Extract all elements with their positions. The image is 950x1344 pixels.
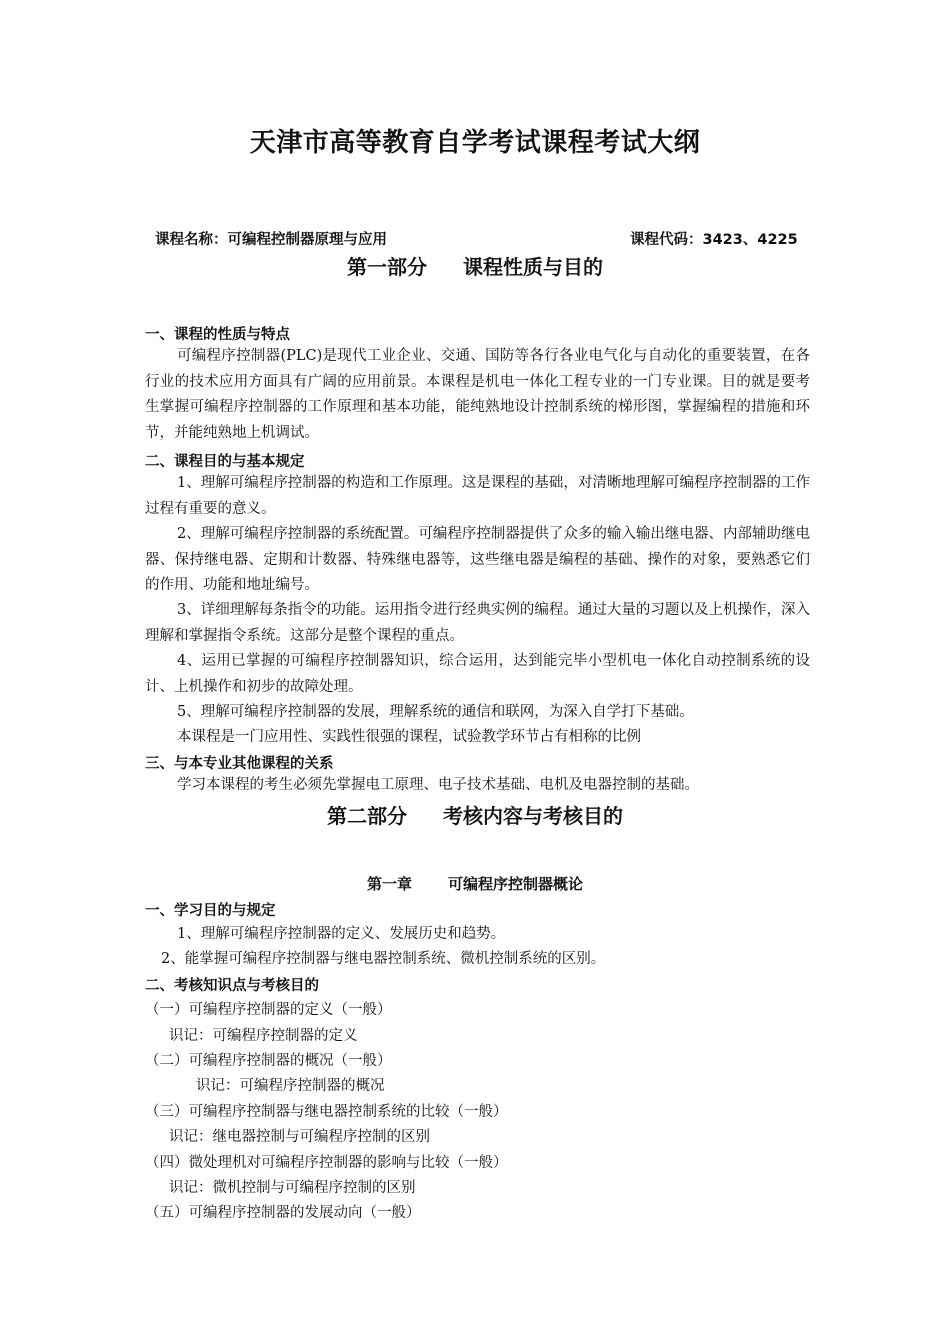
- knowledge-point-3: （三）可编程序控制器与继电器控制系统的比较（一般）: [145, 1104, 508, 1120]
- section-heading-nature: 一、课程的性质与特点: [145, 327, 290, 343]
- paragraph-goal-1: 1、理解可编程序控制器的构造和工作原理。这是课程的基础，对清晰地理解可编程序控制器的工作过程有重要的意义。: [145, 475, 810, 517]
- paragraph-relations: 学习本课程的考生必须先掌握电工原理、电子技术基础、电机及电器控制的基础。: [177, 777, 699, 793]
- objective-item-2: 2、能掌握可编程序控制器与继电器控制系统、微机控制系统的区别。: [161, 951, 606, 967]
- chapter-one-heading: [0, 873, 950, 894]
- chapter-one-label: 第一章: [366, 875, 412, 893]
- requirement-3: 识记：继电器控制与可编程序控制的区别: [169, 1129, 430, 1145]
- part-two-label: 第二部分: [327, 804, 407, 828]
- part-one-heading: [0, 251, 950, 280]
- paragraph-goal-2: 2、理解可编程序控制器的系统配置。可编程序控制器提供了众多的输入输出继电器、内部辅助继电器、保持继电器、定期和计数器、特殊继电器等，这些继电器是编程的基础、操作的对象，要熟悉它们的作用、功能和地址编号。: [145, 526, 810, 594]
- part-two-name: 考核内容与考核目的: [443, 804, 623, 828]
- paragraph-nature: 可编程序控制器(PLC)是现代工业企业、交通、国防等各行各业电气化与自动化的重要装置，在各行业的技术应用方面具有广阔的应用前景。本课程是机电一体化工程专业的一门专业课。目的就是要考生掌握可编程序控制器的工作原理和基本功能，能纯熟地设计控制系统的梯形图，掌握编程的措施和环节，并能纯熟地上机调试。: [145, 348, 810, 441]
- document-title: 天津市高等教育自学考试课程考试大纲: [249, 128, 701, 158]
- part-one-label: 第一部分: [347, 255, 427, 279]
- course-name: 课程名称：可编程控制器原理与应用: [155, 232, 387, 248]
- knowledge-point-5: （五）可编程序控制器的发展动向（一般）: [145, 1205, 421, 1221]
- section-heading-relations: 三、与本专业其他课程的关系: [145, 756, 334, 772]
- requirement-2: 识记：可编程序控制器的概况: [196, 1078, 385, 1094]
- requirement-1: 识记：可编程序控制器的定义: [169, 1028, 358, 1044]
- objective-item-1: 1、理解可编程序控制器的定义、发展历史和趋势。: [177, 926, 506, 942]
- paragraph-goal-5: 5、理解可编程序控制器的发展，理解系统的通信和联网，为深入自学打下基础。: [177, 704, 694, 720]
- knowledge-point-1: （一）可编程序控制器的定义（一般）: [145, 1002, 392, 1018]
- section-heading-goals: 二、课程目的与基本规定: [145, 454, 305, 470]
- paragraph-goal-4: 4、运用已掌握的可编程序控制器知识，综合运用，达到能完毕小型机电一体化自动控制系统的设计、上机操作和初步的故障处理。: [145, 653, 810, 695]
- part-one-name: 课程性质与目的: [463, 255, 603, 279]
- chapter-heading-assessment: 二、考核知识点与考核目的: [145, 978, 319, 994]
- chapter-one-name: 可编程序控制器概论: [448, 875, 584, 893]
- requirement-4: 识记：微机控制与可编程序控制的区别: [169, 1180, 416, 1196]
- chapter-heading-objectives: 一、学习目的与规定: [145, 903, 276, 919]
- course-code: 课程代码：3423、4225: [630, 232, 798, 248]
- knowledge-point-4: （四）微处理机对可编程序控制器的影响与比较（一般）: [145, 1155, 508, 1171]
- paragraph-goal-3: 3、详细理解每条指令的功能。运用指令进行经典实例的编程。通过大量的习题以及上机操作，深入理解和掌握指令系统。这部分是整个课程的重点。: [145, 602, 810, 644]
- paragraph-goal-6: 本课程是一门应用性、实践性很强的课程，试验教学环节占有相称的比例: [177, 729, 641, 745]
- knowledge-point-2: （二）可编程序控制器的概况（一般）: [145, 1053, 392, 1069]
- part-two-heading: [0, 800, 950, 829]
